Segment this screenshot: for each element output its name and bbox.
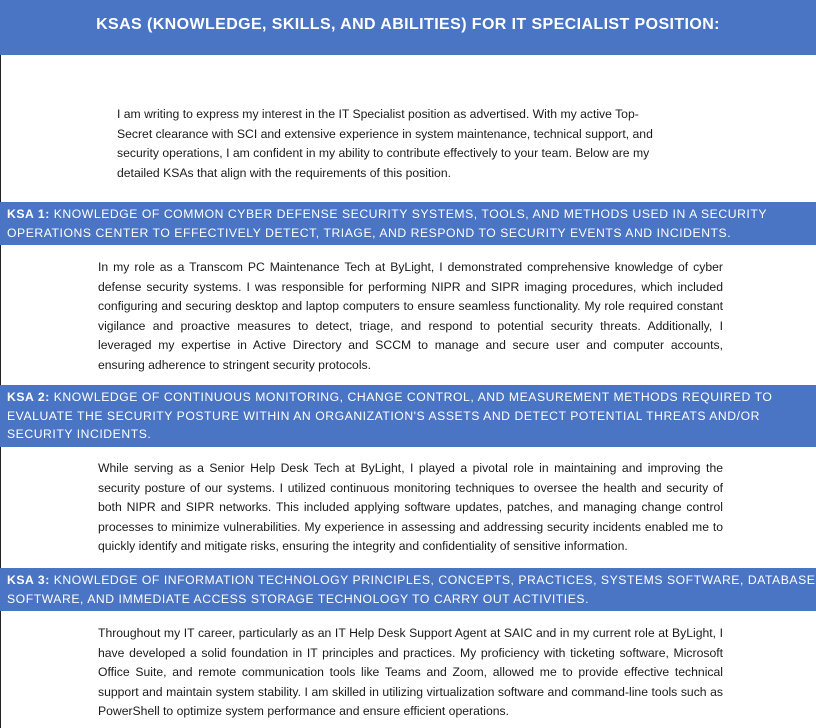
ksa-2-body: While serving as a Senior Help Desk Tech at ByLight, I played a pivotal role in maintaining and improving the security posture of our systems. I utilized continuous monitoring techniques to oversee the health and security of both NIPR and SIPR networks. This included applying software updates, patches, and managing change control processes to minimize vulnerabilities. My experience in assessing and addressing security incidents enabled me to quickly identify and mitigate risks, ensuring the integrity and confidentiality of sensitive information. (98, 461, 723, 553)
ksa-2-tag: KSA 2: (7, 390, 50, 404)
ksa-1-body: In my role as a Transcom PC Maintenance Tech at ByLight, I demonstrated comprehensive knowledge of cyber defense security systems. I was responsible for performing NIPR and SIPR imaging procedures, which included configuring and securing desktop and laptop computers to ensure seamless functionality. My role required constant vigilance and proactive measures to detect, triage, and respond to potential security threats. Additionally, I leveraged my expertise in Active Directory and SCCM to manage and secure user and computer accounts, ensuring adherence to stringent security protocols. (98, 260, 723, 372)
document-title-text: KSAS (KNOWLEDGE, SKILLS, AND ABILITIES) FOR IT SPECIALIST POSITION: (96, 16, 720, 33)
ksa-3-body: Throughout my IT career, particularly as an IT Help Desk Support Agent at SAIC and in my current role at ByLight, I have developed a solid foundation in IT principles and practices. My proficiency with ticketing software, Microsoft Office Suite, and remote communication tools like Teams and Zoom, allowed me to provide effective technical support and maintain system stability. I am skilled in utilizing virtualization software and command-line tools such as PowerShell to optimize system performance and ensure efficient operations. (98, 626, 723, 718)
ksa-3-heading: KNOWLEDGE OF INFORMATION TECHNOLOGY PRINCIPLES, CONCEPTS, PRACTICES, SYSTEMS SOFTWARE, DATABASE SOFTWARE, AND IMMEDIATE ACCESS STORAGE TECHNOLOGY TO CARRY OUT ACTIVITIES. (7, 573, 816, 606)
ksa-3-header (0, 568, 816, 611)
document-title (0, 0, 816, 55)
ksa-1-header (0, 202, 816, 245)
ksa-3-tag: KSA 3: (7, 573, 50, 587)
intro-paragraph: I am writing to express my interest in the IT Specialist position as advertised. With my active Top-Secret clearance with SCI and extensive experience in system maintenance, technical support, and security operations, I am confident in my ability to contribute effectively to your team. Below are my detailed KSAs that align with the requirements of this position. (117, 107, 653, 180)
ksa-2-header (0, 385, 816, 447)
ksa-2-heading: KNOWLEDGE OF CONTINUOUS MONITORING, CHANGE CONTROL, AND MEASUREMENT METHODS REQUIRED TO EVALUATE THE SECURITY POSTURE WITHIN AN ORGANIZATION'S ASSETS AND DETECT POTENTIAL THREATS AND/OR SECURITY INCIDENTS. (7, 390, 773, 441)
ksa-1-heading: KNOWLEDGE OF COMMON CYBER DEFENSE SECURITY SYSTEMS, TOOLS, AND METHODS USED IN A SECURITY OPERATIONS CENTER TO EFFECTIVELY DETECT, TRIAGE, AND RESPOND TO SECURITY EVENTS AND INCIDENTS. (7, 207, 767, 240)
ksa-1-tag: KSA 1: (7, 207, 50, 221)
